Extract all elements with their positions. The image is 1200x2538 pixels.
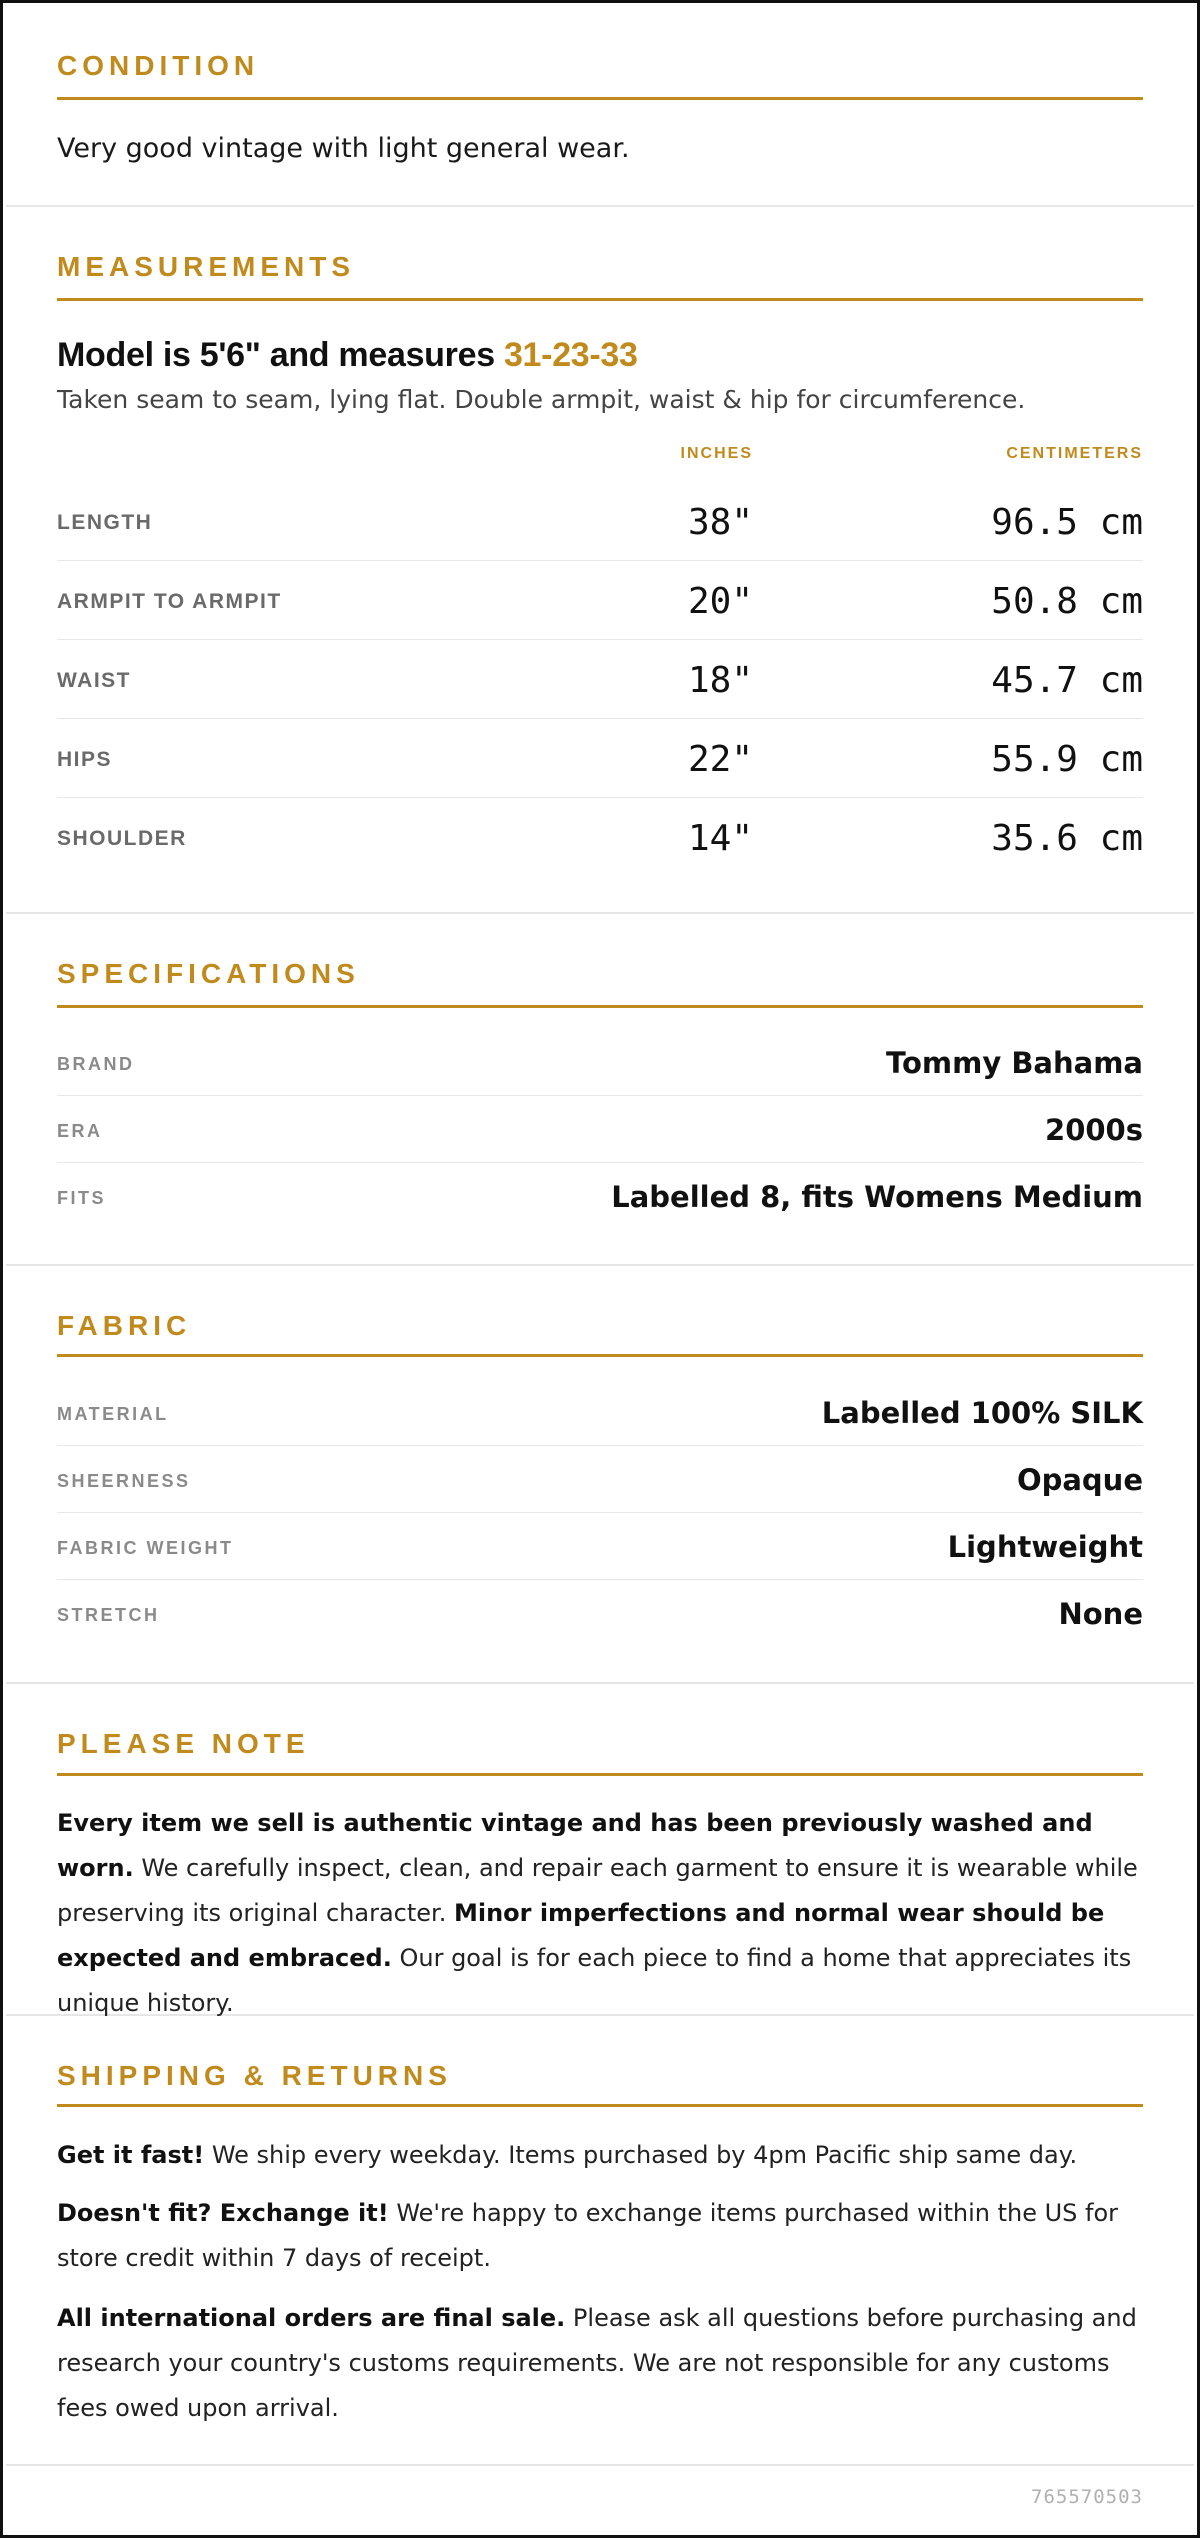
fabric-row (57, 1513, 1143, 1580)
shipping-heading: SHIPPING & RETURNS (57, 2060, 452, 2091)
fabric-section (6, 1266, 1194, 1684)
shipping-text-2: We're happy to exchange items purchased within the US for store credit within 7 days of receipt. (57, 2199, 1119, 2272)
please-note-text-2: Our goal is for each piece to find a home that appreciates its unique history. (57, 1944, 1132, 2017)
measurement-inches: 38" (687, 502, 753, 543)
measurement-label: LENGTH (57, 511, 153, 534)
condition-heading: CONDITION (57, 50, 260, 81)
specifications-rule (57, 1005, 1143, 1008)
fabric-rule (57, 1354, 1143, 1357)
fabric-heading: FABRIC (57, 1310, 192, 1341)
measurement-row (57, 798, 1143, 877)
please-note-text-1: We carefully inspect, clean, and repair each garment to ensure it is wearable while preserving its original character. (57, 1854, 1138, 1927)
spec-label: FITS (57, 1188, 106, 1208)
measurement-row (57, 719, 1143, 798)
measurement-label: WAIST (57, 669, 131, 692)
shipping-text-1: We ship every weekday. Items purchased by 4pm Pacific ship same day. (204, 2141, 1078, 2169)
shipping-bold-3: All international orders are final sale. (57, 2304, 566, 2332)
fabric-value: None (1058, 1597, 1143, 1631)
fabric-label: STRETCH (57, 1605, 160, 1625)
condition-rule (57, 97, 1143, 100)
fabric-value: Labelled 100% SILK (821, 1396, 1143, 1430)
shipping-paragraph-3 (57, 2296, 1143, 2431)
please-note-heading: PLEASE NOTE (57, 1728, 310, 1759)
spec-row (57, 1029, 1143, 1096)
shipping-text-3: Please ask all questions before purchasing and research your country's customs requirements. We are not responsible for any customs fees owed upon arrival. (57, 2304, 1137, 2422)
shipping-paragraph-2 (57, 2191, 1143, 2281)
model-measurements (57, 336, 638, 375)
fabric-value: Lightweight (947, 1530, 1143, 1564)
measurement-row (57, 561, 1143, 640)
please-note-rule (57, 1773, 1143, 1776)
measurement-centimeters: 50.8 cm (991, 581, 1143, 622)
spec-row (57, 1163, 1143, 1230)
measurement-method-note: Taken seam to seam, lying flat. Double armpit, waist & hip for circumference. (57, 385, 1026, 414)
measurement-inches: 22" (687, 739, 753, 780)
measurement-centimeters: 45.7 cm (991, 660, 1143, 701)
column-header-centimeters: CENTIMETERS (1006, 445, 1143, 462)
fabric-row (57, 1446, 1143, 1513)
specifications-heading: SPECIFICATIONS (57, 958, 360, 989)
fabric-row (57, 1379, 1143, 1446)
measurements-heading: MEASUREMENTS (57, 251, 356, 282)
measurement-inches: 14" (687, 818, 753, 859)
model-prefix: Model is 5'6" and measures (57, 336, 504, 374)
shipping-paragraph-1 (57, 2133, 1143, 2178)
shipping-bold-1: Get it fast! (57, 2141, 205, 2169)
spec-label: ERA (57, 1121, 103, 1141)
model-measures-value: 31-23-33 (503, 336, 638, 374)
measurement-row (57, 640, 1143, 719)
measurement-inches: 20" (687, 581, 753, 622)
measurement-centimeters: 96.5 cm (991, 502, 1143, 543)
fabric-value: Opaque (1016, 1463, 1143, 1497)
measurement-centimeters: 35.6 cm (991, 818, 1143, 859)
fabric-label: SHEERNESS (57, 1471, 191, 1491)
measurement-row (57, 482, 1143, 561)
please-note-bold-2: Minor imperfections and normal wear should be expected and embraced. (57, 1899, 1105, 1972)
measurement-label: HIPS (57, 748, 113, 771)
fabric-row (57, 1580, 1143, 1647)
spec-value: Labelled 8, fits Womens Medium (611, 1180, 1143, 1214)
shipping-bold-2: Doesn't fit? Exchange it! (57, 2199, 389, 2227)
spec-value: 2000s (1045, 1113, 1143, 1147)
specifications-section (6, 914, 1194, 1266)
condition-section (6, 6, 1194, 207)
fabric-label: MATERIAL (57, 1404, 169, 1424)
please-note-section (6, 1684, 1194, 2016)
please-note-bold-1: Every item we sell is authentic vintage and has been previously washed and worn. (57, 1809, 1093, 1882)
measurements-section (6, 207, 1194, 914)
shipping-rule (57, 2104, 1143, 2107)
measurement-centimeters: 55.9 cm (991, 739, 1143, 780)
shipping-section (6, 2016, 1194, 2466)
condition-text: Very good vintage with light general wear. (57, 133, 630, 164)
spec-value: Tommy Bahama (886, 1046, 1143, 1080)
spec-label: BRAND (57, 1054, 135, 1074)
spec-row (57, 1096, 1143, 1163)
measurement-inches: 18" (687, 660, 753, 701)
fabric-label: FABRIC WEIGHT (57, 1538, 234, 1558)
measurements-rule (57, 298, 1143, 301)
column-header-inches: INCHES (680, 445, 753, 462)
measurement-label: SHOULDER (57, 827, 187, 850)
measurement-label: ARMPIT TO ARMPIT (57, 590, 282, 613)
please-note-text (57, 1801, 1143, 2026)
item-reference-number: 765570503 (1031, 2486, 1143, 2508)
